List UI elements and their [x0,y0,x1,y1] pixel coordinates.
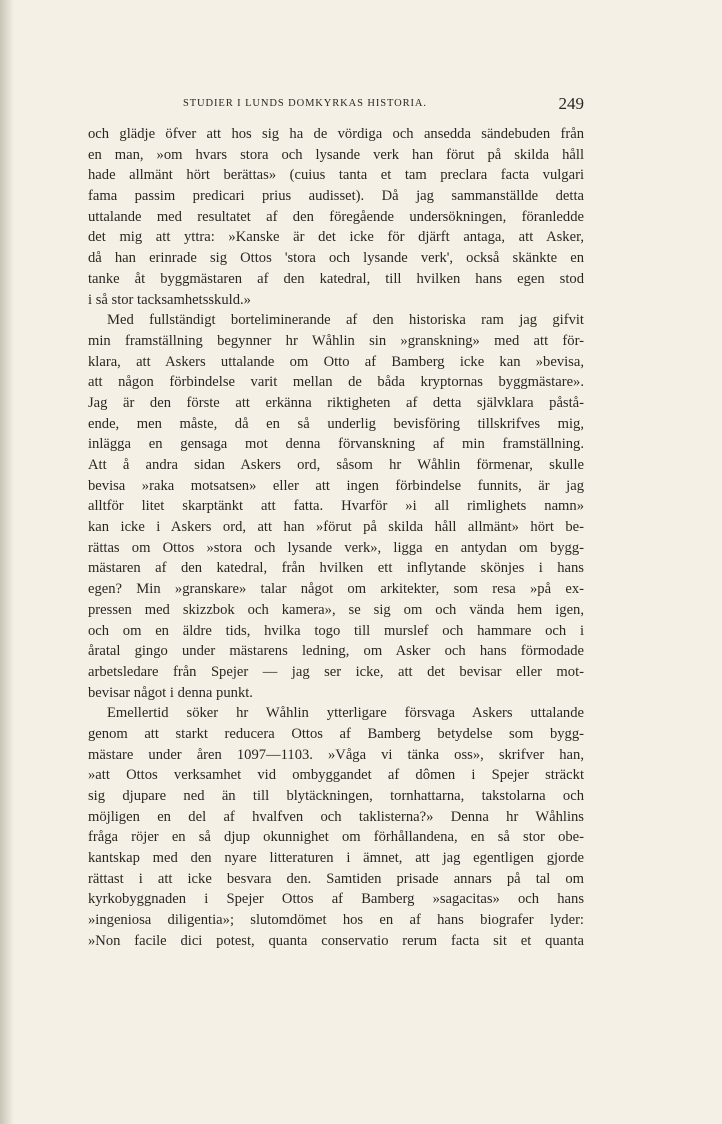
text-line: och glädje öfver att hos sig ha de vördiga och ansedda sändebuden från [88,126,584,142]
text-line: uttalande med resultatet af den föregående undersökningen, föranledde [88,208,584,225]
text-line: Med fullständigt borteliminerande af den historiska ram jag gifvit [107,312,584,329]
text-line: Jag är den förste att erkänna riktigheten af detta självklara påstå- [88,394,584,411]
text-line: i så stor tacksamhetsskuld.» [88,291,251,308]
text-line: Att å andra sidan Askers ord, såsom hr Wåhlin förmenar, skulle [88,457,584,473]
text-line: åratal gingo under mästarens ledning, om Asker och hans förmodade [88,643,584,660]
text-line: inlägga en gensaga mot denna förvanskning af min framställning. [88,436,584,453]
text-line: alltför litet skarptänkt att fatta. Hvarför »i all rimlighets namn» [88,498,584,515]
text-line: »ingeniosa diligentia»; slutomdömet hos en af hans biografer lyder: [88,912,584,929]
page-edge-shadow [0,0,14,1124]
text-line: mästaren af den katedral, från hvilken ett inflytande skönjes i hans [88,560,584,577]
text-line: kan icke i Askers ord, att han »förut på skilda håll allmänt» hört be- [88,519,584,536]
text-line: det mig att yttra: »Kanske är det icke för djärft antaga, att Asker, [88,229,584,246]
text-line: »Non facile dici potest, quanta conservatio rerum facta sit et quanta [88,932,584,949]
text-line: kantskap med den nyare litteraturen i ämnet, att jag egentligen gjorde [88,850,584,867]
text-line: att någon förbindelse varit mellan de båda kryptornas byggmästare». [88,374,584,391]
page-header [88,94,584,116]
text-line: och om en äldre tids, hvilka togo till murslef och hammare och i [88,622,584,639]
text-line: pressen med skizzbok och kamera», se sig om och vända hem igen, [88,601,584,618]
text-line: egen? Min »granskare» talar något om arkitekter, som resa »på ex- [88,581,584,598]
text-line: fama passim predicari prius audisset). Då jag sammanställde detta [88,188,584,205]
text-line: bevisa »raka motsatsen» eller att ingen förbindelse funnits, är jag [88,477,584,494]
text-line: Emellertid söker hr Wåhlin ytterligare försvaga Askers uttalande [107,705,584,722]
text-line: rättas om Ottos »stora och lysande verk», ligga en antydan om bygg- [88,539,584,556]
running-title: STUDIER I LUNDS DOMKYRKAS HISTORIA. [183,98,427,109]
text-line: arbetsledare från Spejer — jag ser icke, att det bevisar eller mot- [88,663,584,680]
text-line: då han erinrade sig Ottos 'stora och lysande verk', också skänkte en [88,250,584,267]
text-line: rättast i att icke besvara den. Samtiden prisade annars på tal om [88,870,584,887]
text-line: mästare under åren 1097—1103. »Våga vi tänka oss», skrifver han, [88,746,584,763]
text-line: hade allmänt hört berättas» (cuius tanta et tam preclara facta vulgari [88,167,584,184]
text-line: en man, »om hvars stora och lysande verk han förut på skilda håll [88,146,584,163]
text-line: tanke åt byggmästaren af den katedral, till hvilken hans egen stod [88,270,584,287]
text-line: ende, men måste, då en så underlig bevisföring tillskrifves mig, [88,415,584,432]
page-number: 249 [558,94,584,113]
text-line: genom att starkt reducera Ottos af Bamberg betydelse som bygg- [88,725,584,742]
text-line: fråga röjer en så djup okunnighet om förhållandena, en så stor obe- [88,829,584,846]
body-text [88,124,584,952]
text-line: »att Ottos verksamhet vid ombyggandet af dômen i Spejer sträckt [88,767,584,784]
text-line: bevisar något i denna punkt. [88,684,253,701]
text-line: kyrkobyggnaden i Spejer Ottos af Bamberg »sagacitas» och hans [88,891,584,908]
text-line: möjligen en del af hvalfven och taklisterna?» Denna hr Wåhlins [88,808,584,825]
text-line: sig djupare ned än till blytäckningen, tornhattarna, takstolarna och [88,788,584,804]
text-line: min framställning begynner hr Wåhlin sin »granskning» med att för- [88,332,584,349]
text-line: klara, att Askers uttalande om Otto af Bamberg icke kan »bevisa, [88,353,584,370]
